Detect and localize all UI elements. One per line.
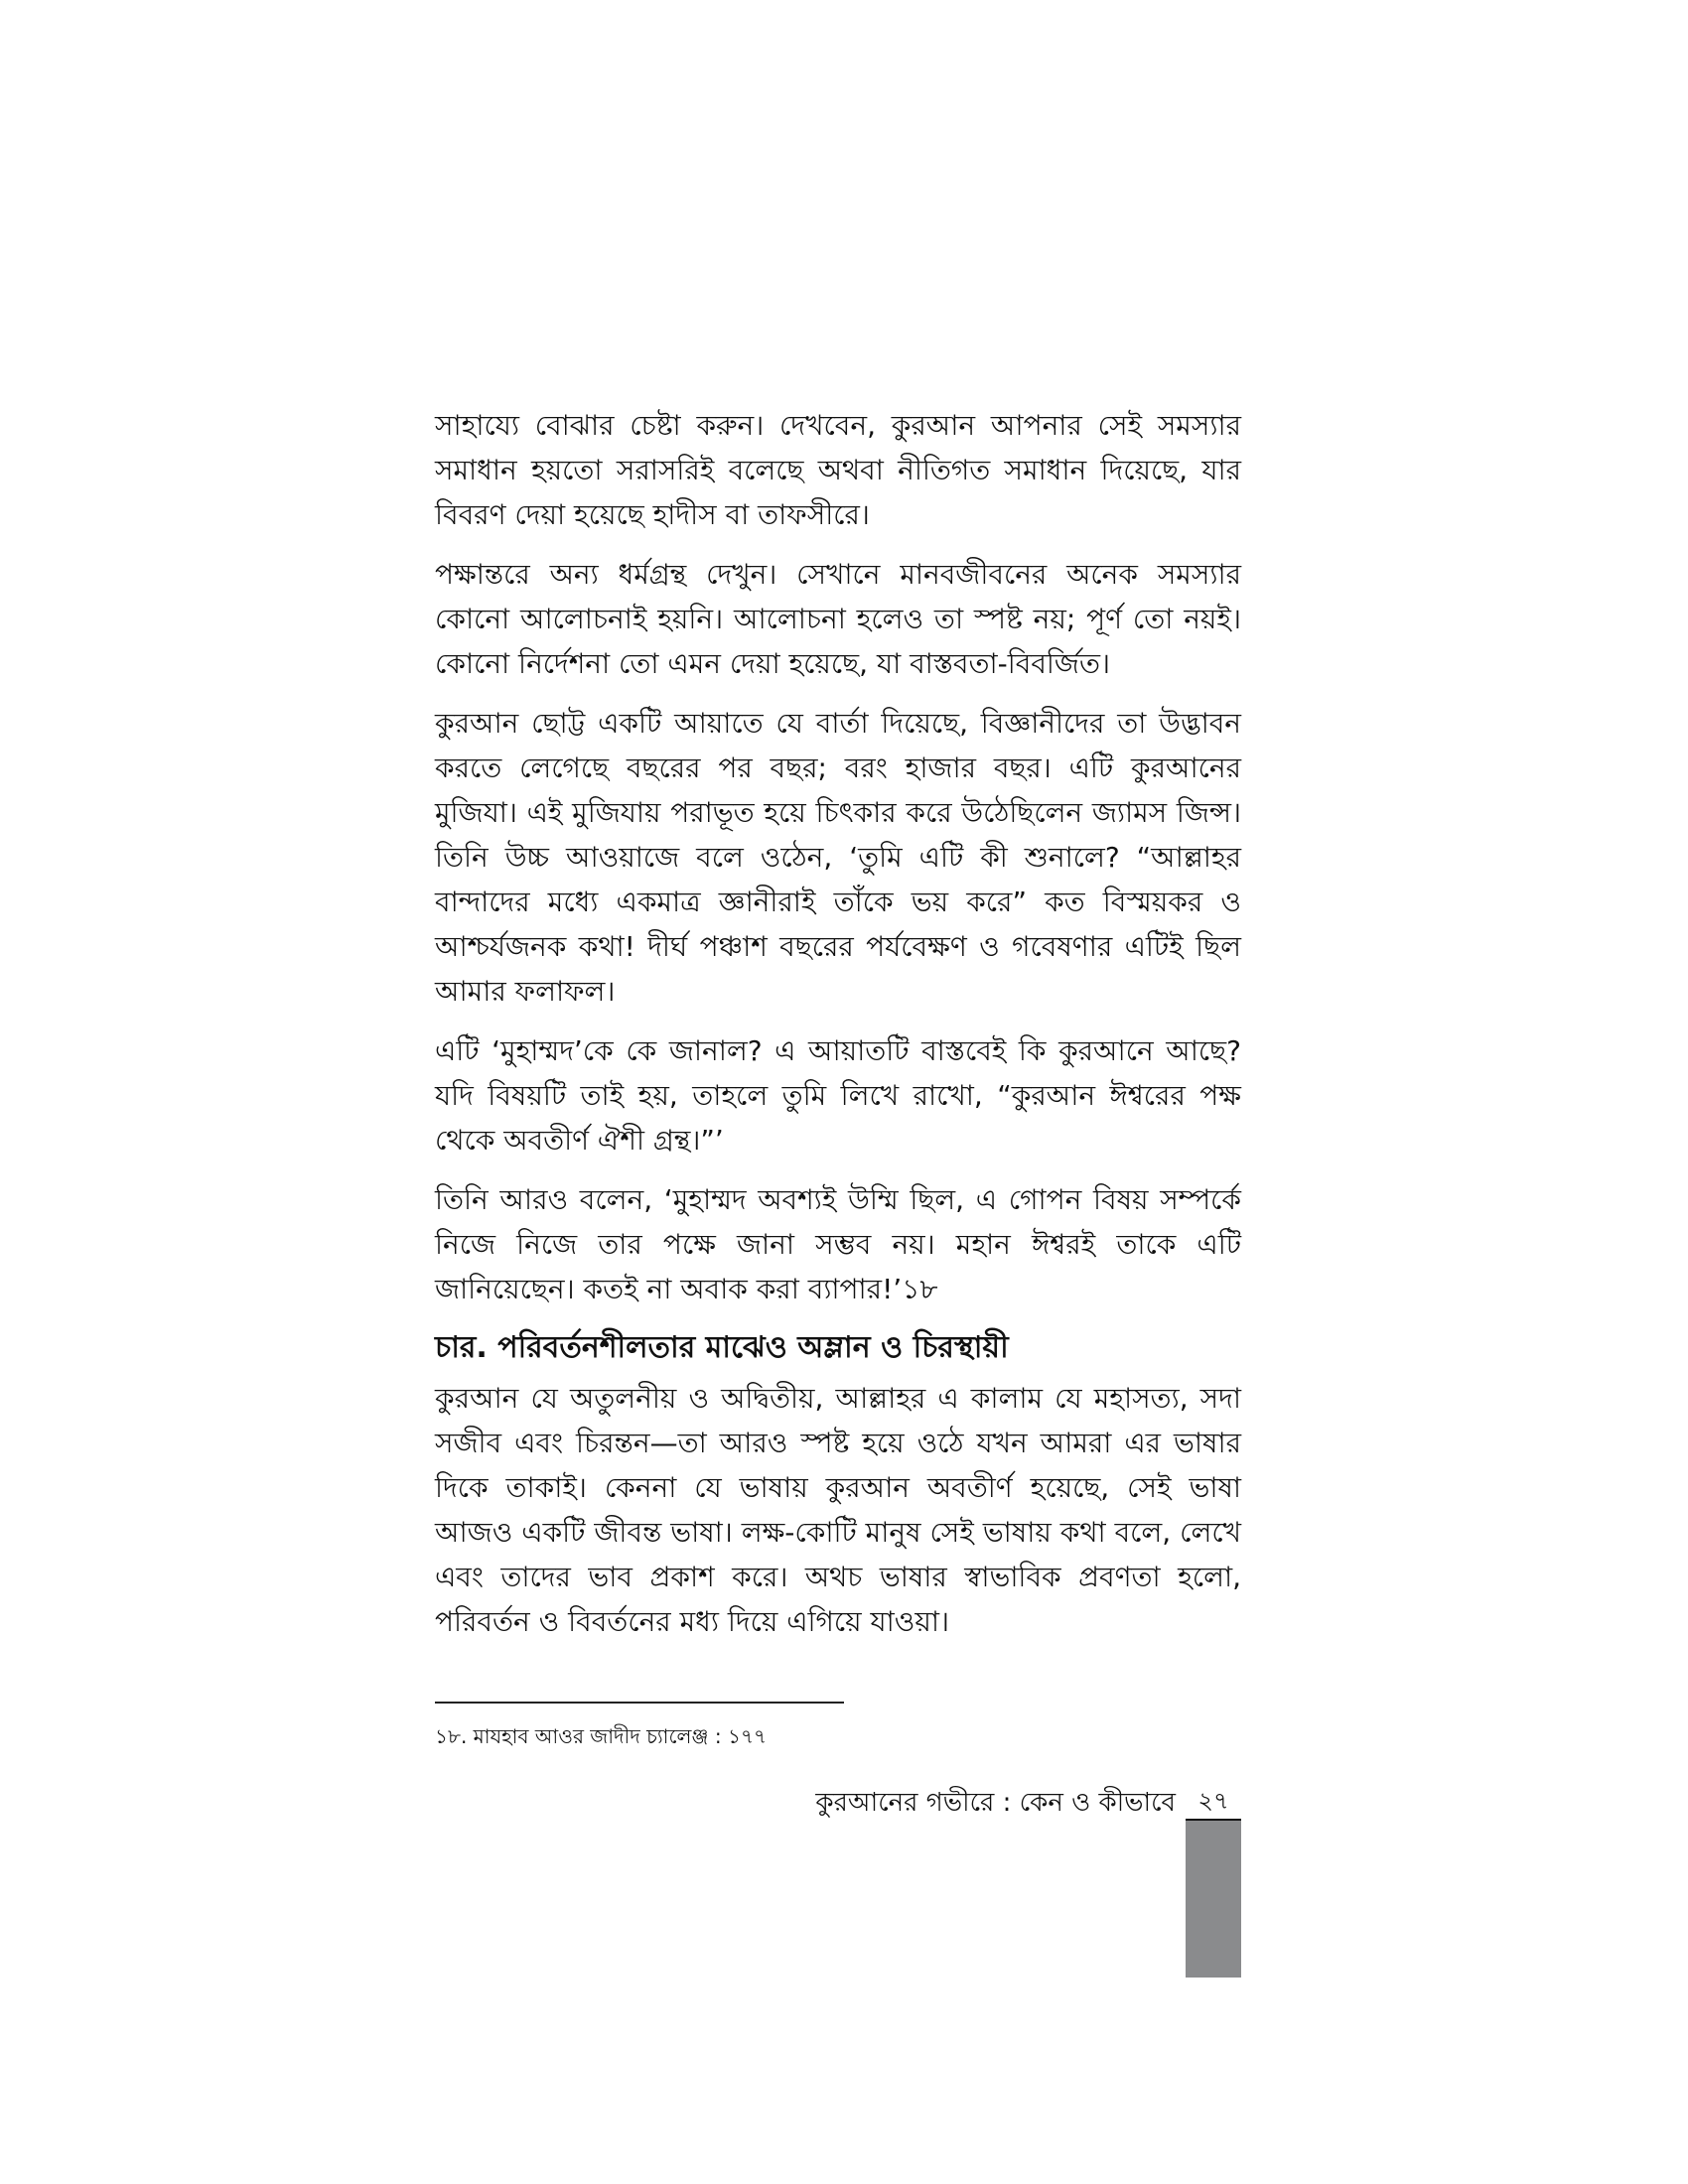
running-title: কুরআনের গভীরে : কেন ও কীভাবে [815,1788,1176,1818]
section-heading: চার. পরিবর্তনশীলতার মাঝেও অম্লান ও চিরস্থায়ী [435,1330,1009,1365]
footnote: ১৮. মাযহাব আওর জাদীদ চ্যালেঞ্জ : ১৭৭ [435,1724,767,1748]
body-paragraph-1: সাহায্যে বোঝার চেষ্টা করুন। দেখবেন, কুরআন আপনার সেই সমস্যার সমাধান হয়তো সরাসরিই বলেছে অথবা নীতিগত সমাধান দিয়েছে, যার বিবরণ দেয়া হয়েছে হাদীস বা তাফসীরে। [435,409,1241,531]
body-paragraph-5: তিনি আরও বলেন, ‘মুহাম্মদ অবশ্যই উম্মি ছিল, এ গোপন বিষয় সম্পর্কে নিজে নিজে তার পক্ষে জানা সম্ভব নয়। মহান ঈশ্বরই তাকে এটি জানিয়েছেন। কতই না অবাক করা ব্যাপার!’১৮ [435,1183,1241,1305]
body-paragraph-4: এটি ‘মুহাম্মদ’কে কে জানাল? এ আয়াতটি বাস্তবেই কি কুরআনে আছে? যদি বিষয়টি তাই হয়, তাহলে তুমি লিখে রাখো, “কুরআন ঈশ্বরের পক্ষ থেকে অবতীর্ণ ঐশী গ্রন্থ।”’ [435,1034,1241,1157]
section-paragraph: কুরআন যে অতুলনীয় ও অদ্বিতীয়, আল্লাহর এ কালাম যে মহাসত্য, সদা সজীব এবং চিরন্তন—তা আরও স্পষ্ট হয়ে ওঠে যখন আমরা এর ভাষার দিকে তাকাই। কেননা যে ভাষায় কুরআন অবতীর্ণ হয়েছে, সেই ভাষা আজও একটি জীবন্ত ভাষা। লক্ষ-কোটি মানুষ সেই ভাষায় কথা বলে, লেখে এবং তাদের ভাব প্রকাশ করে। অথচ ভাষার স্বাভাবিক প্রবণতা হলো, পরিবর্তন ও বিবর্তনের মধ্য দিয়ে এগিয়ে যাওয়া। [435,1382,1241,1638]
body-paragraph-3: কুরআন ছোট্ট একটি আয়াতে যে বার্তা দিয়েছে, বিজ্ঞানীদের তা উদ্ভাবন করতে লেগেছে বছরের পর বছর; বরং হাজার বছর। এটি কুরআনের মুজিযা। এই মুজিযায় পরাভূত হয়ে চিৎকার করে উঠেছিলেন জ্যামস জিন্স। তিনি উচ্চ আওয়াজে বলে ওঠেন, ‘তুমি এটি কী শুনালে? “আল্লাহর বান্দাদের মধ্যে একমাত্র জ্ঞানীরাই তাঁকে ভয় করে” কত বিস্ময়কর ও আশ্চর্যজনক কথা! দীর্ঘ পঞ্চাশ বছরের পর্যবেক্ষণ ও গবেষণার এটিই ছিল আমার ফলাফল। [435,707,1241,1008]
page-number: ২৭ [1186,1783,1241,1822]
body-paragraph-2: পক্ষান্তরে অন্য ধর্মগ্রন্থ দেখুন। সেখানে মানবজীবনের অনেক সমস্যার কোনো আলোচনাই হয়নি। আলোচনা হলেও তা স্পষ্ট নয়; পূর্ণ তো নয়ই। কোনো নির্দেশনা তো এমন দেয়া হয়েছে, যা বাস্তবতা-বিবর্জিত। [435,558,1241,680]
thumb-tab-marker [1186,1821,1241,1978]
footnote-divider [435,1702,844,1704]
